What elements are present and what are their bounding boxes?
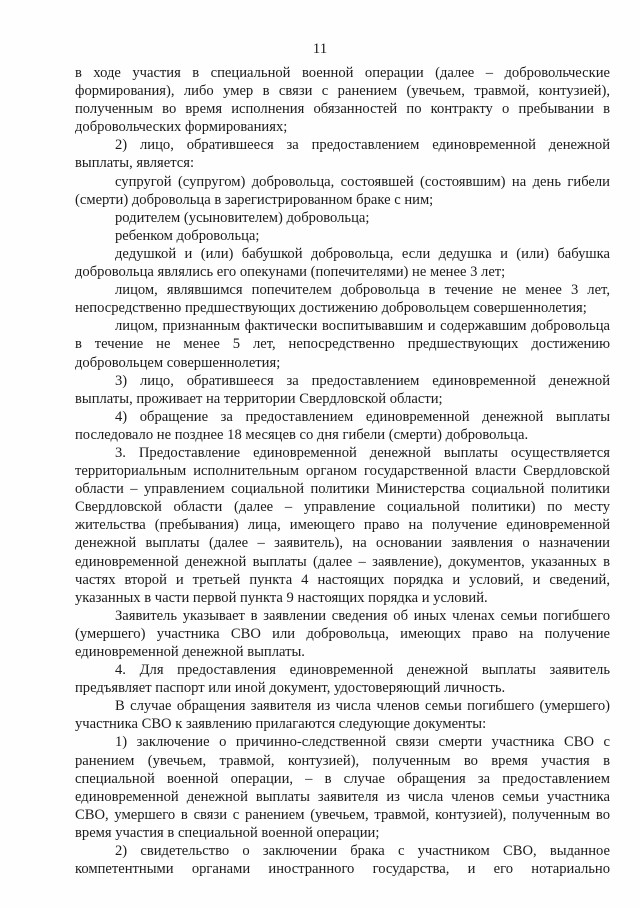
paragraph-grandparent: дедушкой и (или) бабушкой добровольца, если дедушка и (или) бабушка добровольца являлись его опекунами (попечителями) не менее 3 лет;: [75, 245, 610, 281]
paragraph-item-3: 3) лицо, обратившееся за предоставлением единовременной денежной выплаты, проживает на территории Свердловской области;: [75, 372, 610, 407]
paragraph-item-4: 4) обращение за предоставлением единовременной денежной выплаты последовало не позднее 18 месяцев со дня гибели (смерти) добровольца.: [75, 408, 610, 443]
paragraph-spouse: супругой (супругом) добровольца, состоявшей (состоявшим) на день гибели (смерти) добровольца в зарегистрированном браке с ним;: [75, 173, 610, 208]
paragraph-applicant-info: Заявитель указывает в заявлении сведения об иных членах семьи погибшего (умершего) участника СВО или добровольца, имеющих право на получение единовременной денежной выплаты.: [75, 607, 610, 660]
paragraph-continuation: в ходе участия в специальной военной операции (далее – добровольческие формирования), либо умер в связи с ранением (увечьем, травмой, контузией), полученным во время исполнения обязанностей по контракту о пребывании в добровольческих формированиях;: [75, 65, 610, 136]
document-body: [75, 64, 610, 878]
paragraph-item-2: 2) лицо, обратившееся за предоставлением единовременной денежной выплаты, является:: [75, 137, 610, 172]
paragraph-family-documents: В случае обращения заявителя из числа членов семьи погибшего (умершего) участника СВО к заявлению прилагаются следующие документы:: [75, 698, 610, 733]
paragraph-foster: лицом, признанным фактически воспитывавшим и содержавшим добровольца в течение не менее 5 лет, непосредственно предшествующих достижению добровольцем совершеннолетия;: [75, 318, 610, 371]
paragraph-doc-1: 1) заключение о причинно-следственной связи смерти участника СВО с ранением (увечьем, травмой, контузией), полученным во время участия в специальной военной операции, – в случае обращения за предоставлением единовременной денежной выплаты заявителя из числа членов семьи участника СВО, умершего в связи с ранением (увечьем, травмой, контузией), полученным во время участия в специальной военной операции;: [75, 734, 610, 841]
paragraph-section-4: 4. Для предоставления единовременной денежной выплаты заявитель предъявляет паспорт или иной документ, удостоверяющий личность.: [75, 662, 610, 697]
paragraph-section-3: 3. Предоставление единовременной денежной выплаты осуществляется территориальным исполнительным органом государственной власти Свердловской области – управлением социальной политики Министерства социальной политики Свердловской области (далее – управление социальной политики) по месту жительства (пребывания) лица, имеющего право на получение единовременной денежной выплаты (далее – заявитель), на основании заявления о назначении единовременной денежной выплаты (далее – заявление), документов, указанных в частях второй и третьей пункта 4 настоящих порядка и условий, и сведений, указанных в части первой пункта 9 настоящих порядка и условий.: [75, 444, 610, 606]
paragraph-doc-2: 2) свидетельство о заключении брака с участником СВО, выданное компетентными органами иностранного государства, и его нотариально: [75, 843, 610, 878]
paragraph-trustee: лицом, являвшимся попечителем добровольца в течение не менее 3 лет, непосредственно предшествующих достижению добровольцем совершеннолетия;: [75, 282, 610, 317]
page-number: 11: [312, 41, 328, 57]
paragraph-child: ребенком добровольца;: [115, 227, 260, 244]
paragraph-parent: родителем (усыновителем) добровольца;: [115, 209, 370, 226]
